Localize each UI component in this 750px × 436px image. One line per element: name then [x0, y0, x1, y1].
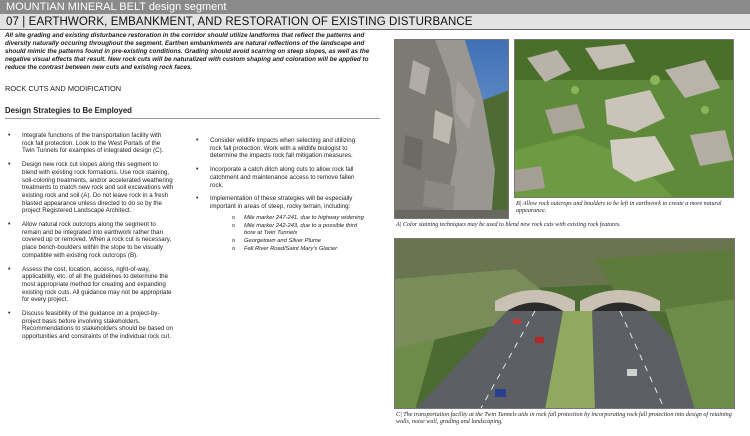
bullet-item: • Incorporate a catch ditch along cuts to allow rock fall catchment and maintenance access to remove fallen rock. [196, 166, 364, 189]
location-item: o Mile marker 242-243, due to a possible third bore at Twin Tunnels [210, 223, 364, 237]
location-item: o Mile marker 247-241, due to highway widening [210, 215, 364, 222]
section-heading: ROCK CUTS AND MODIFICATION [5, 84, 122, 93]
photo-rock-outcrops [514, 39, 734, 198]
left-bullet-list [8, 132, 174, 341]
bullet-item: • Consider wildlife impacts when selecting and utilizing rock fall protection. Work with a wildlife biologist to determine the impacts rock fall mitigation measures. [196, 137, 364, 160]
segment-header-band [0, 0, 750, 14]
tunnel-rendering-image [395, 239, 735, 409]
section-subheading: Design Strategies to Be Employed [5, 106, 132, 115]
section-divider [5, 118, 380, 119]
bullet-text: Implementation of these strategies will be especially important in areas of steep, rocky terrain, including: [210, 195, 353, 210]
bullet-item: • Allow natural rock outcrops along the segment to remain and be integrated into earthwork rather than covered up or removed. When a rock cut is necessary, place bench-boulders within the slope to be visually compatible with existing rock outcrops (B). [8, 221, 174, 260]
bullet-item: • Discuss feasibility of the guidance on a project-by-project basis before involving stakeholders. Recommendations to stakeholders should be based on opportunities and constraints of the individual rock cut. [8, 310, 174, 341]
rock-cut-image [395, 40, 509, 219]
boulders-slope-image [515, 40, 734, 198]
caption-b: B| Allow rock outcrops and boulders to be left in earthwork to create a more natural appearance. [516, 201, 722, 215]
photo-twin-tunnels [394, 238, 735, 409]
caption-c: C| The transportation facility at the Twin Tunnels aids in rock fall protection by incorporating rock fall protection into design of retaining walls, noise wall, grading and landscaping. [396, 412, 732, 426]
bullet-item: • Assess the cost, location, access, right-of-way, applicability, etc. of all the guidelines to determine the most appropriate method for creating and expanding existing rock cuts. All guidance may not be appropriate for every project. [8, 266, 174, 305]
right-bullet-list [196, 137, 364, 253]
intro-paragraph: All site grading and existing disturbance restoration in the corridor should utilize landforms that reflect the patterns and diversity naturally occuring throughout the segment. Earthen embankments are natural reflections of the landscape and should mimic the patterns found in pre-existing conditions. Grading should avoid scarring on steep slopes, as well as the negative visual effects that result. New rock cuts will be naturalized with custom shaping and coloration will be applied to reduce the contrast between new cuts and existing rock faces. [5, 32, 370, 72]
location-item: o Fall River Road/Saint Mary's Glacier [210, 246, 364, 253]
segment-name: MOUNTIAN MINERAL BELT design segment [6, 1, 227, 13]
bullet-item: • Design new rock cut slopes along this segment to blend with existing rock formations. Use rock staining, soil-coloring treatments, and/or accelerated weathering treatments to match new rock and soil excavations with existing rock and soil (A). Do not leave rock in a fresh blasted appearance unless directed to do so by the project Registered Landscape Architect. [8, 161, 174, 215]
left-strategy-column [8, 132, 174, 347]
bullet-item: • Integrate functions of the transportation facility with rock fall protection. Look to the West Portals of the Twin Tunnels for examples of integrated design (C). [8, 132, 174, 155]
location-item: o Georgetown and Silver Plume [210, 238, 364, 245]
page-title: 07 | EARTHWORK, EMBANKMENT, AND RESTORATION OF EXISTING DISTURBANCE [6, 16, 473, 28]
photo-rock-cut-staining [394, 39, 509, 219]
location-list [210, 215, 364, 253]
section-title-band [0, 14, 750, 30]
caption-a: A| Color staining techniques may be used to blend new rock cuts with existing rock features. [396, 222, 621, 228]
right-strategy-column [196, 137, 364, 259]
bullet-item [196, 195, 364, 252]
